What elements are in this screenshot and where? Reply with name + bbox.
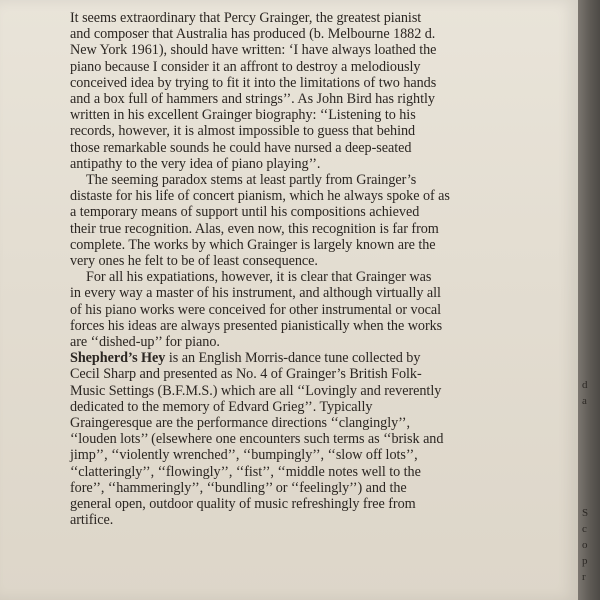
text-line: antipathy to the very idea of piano playing’’. [70, 155, 321, 172]
adjacent-page-letter: p [582, 555, 588, 567]
text-line: Graingeresque are the performance directions ‘‘clangingly’’, [70, 415, 410, 432]
text-line: those remarkable sounds he could have nursed a deep-seated [70, 139, 412, 156]
text-line: Music Settings (B.F.M.S.) which are all ‘‘Lovingly and reverently [70, 382, 442, 399]
text-fragment: is an English Morris-dance tune collected by [165, 350, 421, 367]
adjacent-page-letter: d [582, 379, 588, 391]
text-line: It seems extraordinary that Percy Grainger, the greatest pianist [70, 10, 422, 26]
text-line: artifice. [70, 512, 114, 529]
text-line: New York 1961), should have written: ‘I have always loathed the [70, 42, 437, 59]
text-line: very ones he felt to be of least consequence. [70, 253, 318, 270]
text-line: conceived idea by trying to fit it into the limitations of two hands [70, 74, 437, 91]
text-line: in every way a master of his instrument, and although virtually all [70, 285, 441, 302]
adjacent-page-edge [578, 0, 600, 600]
text-line: written in his excellent Grainger biography: ‘‘Listening to his [70, 107, 416, 124]
text-line: dedicated to the memory of Edvard Grieg’’. Typically [70, 398, 373, 415]
adjacent-page-letter: a [582, 395, 587, 407]
text-line: forces his ideas are always presented pianistically when the works [70, 317, 443, 334]
text-line: general open, outdoor quality of music refreshingly free from [70, 496, 416, 513]
text-line [70, 350, 564, 366]
paragraph-paradox [70, 172, 564, 269]
work-title: Shepherd’s Hey [70, 350, 166, 367]
text-line: The seeming paradox stems at least partly from Grainger’s [86, 172, 417, 189]
text-line: ‘‘clatteringly’’, ‘‘flowingly’’, ‘‘fist’’, ‘‘middle notes well to the [70, 463, 421, 480]
text-line: For all his expatiations, however, it is clear that Grainger was [86, 269, 432, 286]
text-line: of his piano works were conceived for other instrumental or vocal [70, 301, 442, 318]
adjacent-page-letter: r [582, 571, 586, 583]
paragraph-mastery [70, 269, 564, 350]
liner-notes-text [70, 10, 564, 529]
text-line: complete. The works by which Grainger is largely known are the [70, 236, 436, 253]
text-line: ‘‘louden lots’’ (elsewhere one encounters such terms as ‘‘brisk and [70, 431, 444, 448]
paragraph-intro [70, 10, 564, 172]
text-line: Cecil Sharp and presented as No. 4 of Grainger’s British Folk- [70, 366, 422, 383]
adjacent-page-letter: S [582, 507, 589, 519]
text-line: records, however, it is almost impossible to guess that behind [70, 123, 416, 140]
text-line: and composer that Australia has produced (b. Melbourne 1882 d. [70, 26, 436, 43]
text-line: a temporary means of support until his compositions achieved [70, 204, 420, 221]
text-line: fore’’, ‘‘hammeringly’’, ‘‘bundling’’ or ‘‘feelingly’’) and the [70, 479, 407, 496]
text-line: their true recognition. Alas, even now, this recognition is far from [70, 220, 439, 237]
text-line: are ‘‘dished-up’’ for piano. [70, 334, 220, 351]
text-line: jimp’’, ‘‘violently wrenched’’, ‘‘bumpingly’’, ‘‘slow off lots’’, [70, 447, 418, 464]
text-line: piano because I consider it an affront to destroy a melodiously [70, 58, 421, 75]
text-line: and a box full of hammers and strings’’. As John Bird has rightly [70, 91, 435, 108]
paragraph-shepherds-hey [70, 350, 564, 528]
adjacent-page-letter: c [582, 523, 587, 535]
text-line: distaste for his life of concert pianism, which he always spoke of as [70, 188, 450, 205]
adjacent-page-letter: o [582, 539, 588, 551]
